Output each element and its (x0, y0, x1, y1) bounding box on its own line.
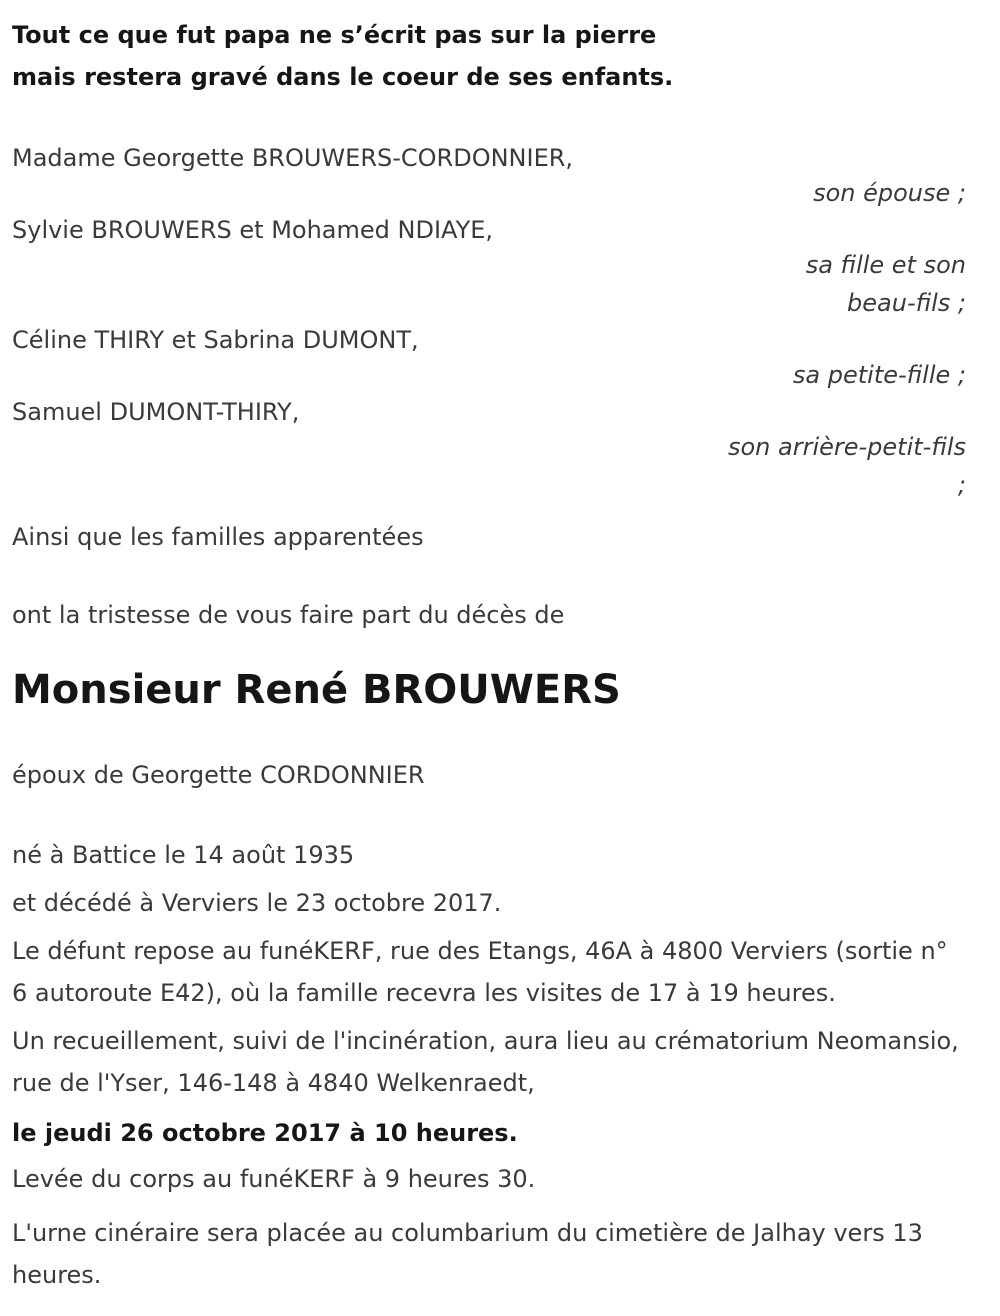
family-entry-daughter (12, 214, 966, 322)
family-member-relation (12, 174, 966, 212)
family-member-name: Sylvie BROUWERS et Mohamed NDIAYE, (12, 216, 494, 244)
family-member-relation (12, 428, 966, 504)
announcement-line: ont la tristesse de vous faire part du décès de (12, 601, 565, 629)
family-entry-spouse (12, 142, 966, 212)
repose-paragraph: Le défunt repose au funéKERF, rue des Etangs, 46A à 4800 Verviers (sortie n° 6 autoroute E42), où la famille recevra les visites de 17 à 19 heures. (12, 937, 948, 1007)
family-entry-great-grandson (12, 396, 966, 504)
relation-line: son arrière-petit-fils (727, 433, 966, 461)
family-member-relation (12, 356, 966, 394)
relation-line: ; (957, 471, 966, 499)
ceremony-date-line: le jeudi 26 octobre 2017 à 10 heures. (12, 1119, 518, 1147)
relation-line: sa petite-fille ; (792, 361, 966, 389)
death-line: et décédé à Verviers le 23 octobre 2017. (12, 889, 502, 917)
family-entry-granddaughter (12, 324, 966, 394)
family-member-name: Samuel DUMONT-THIRY, (12, 398, 300, 426)
family-member-name: Madame Georgette BROUWERS-CORDONNIER, (12, 144, 574, 172)
urne-paragraph: L'urne cinéraire sera placée au columbarium du cimetière de Jalhay vers 13 heures. (12, 1219, 923, 1289)
relation-line: beau-fils ; (847, 289, 966, 317)
relation-line: son épouse ; (813, 179, 966, 207)
family-member-name: Céline THIRY et Sabrina DUMONT, (12, 326, 419, 354)
deceased-name-title: Monsieur René BROUWERS (12, 667, 621, 713)
deceased-spouse-line: époux de Georgette CORDONNIER (12, 761, 425, 789)
intro-quote (12, 14, 966, 98)
birth-line: né à Battice le 14 août 1935 (12, 841, 355, 869)
levee-du-corps-line: Levée du corps au funéKERF à 9 heures 30. (12, 1165, 536, 1193)
relation-line: sa fille et son (805, 251, 966, 279)
intro-quote-line2: mais restera gravé dans le coeur de ses enfants. (12, 63, 674, 91)
family-member-relation (12, 246, 966, 322)
intro-quote-line1: Tout ce que fut papa ne s’écrit pas sur la pierre (12, 21, 657, 49)
ceremony-paragraph: Un recueillement, suivi de l'incinération, aura lieu au crématorium Neomansio, rue de l'Yser, 146-148 à 4840 Welkenraedt, (12, 1027, 959, 1097)
related-families-note: Ainsi que les familles apparentées (12, 523, 424, 551)
